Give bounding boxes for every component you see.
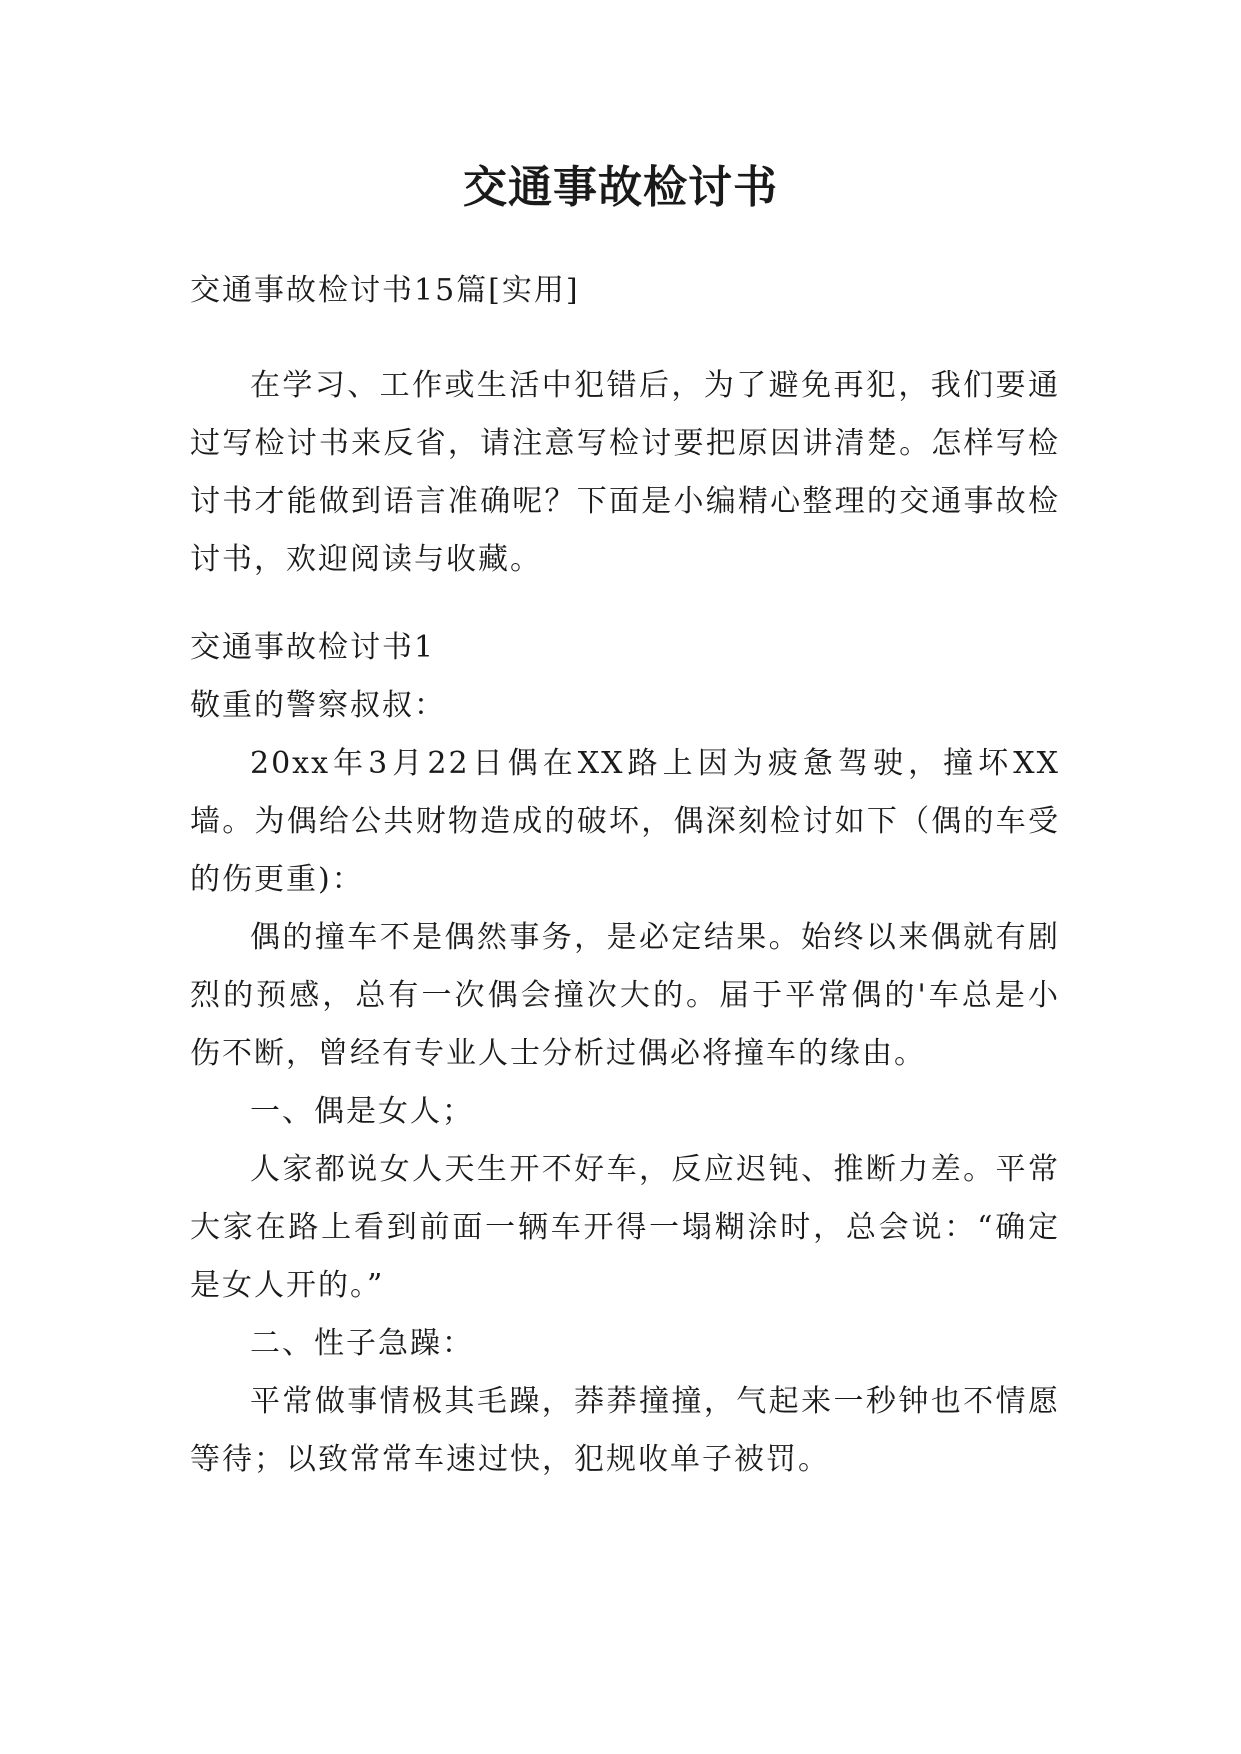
document-subtitle-block: [190, 262, 1060, 320]
intro-block: [190, 357, 1060, 589]
document-subtitle: 交通事故检讨书15篇[实用]: [190, 273, 580, 308]
document-title: 交通事故检讨书: [463, 162, 778, 213]
body-paragraph: 人家都说女人天生开不好车，反应迟钝、推断力差。平常大家在路上看到前面一辆车开得一塌糊涂时，总会说：“确定是女人开的。”: [190, 1152, 1060, 1303]
salutation: 敬重的警察叔叔：: [190, 688, 446, 723]
intro-paragraph: 在学习、工作或生活中犯错后，为了避免再犯，我们要通过写检讨书来反省，请注意写检讨要把原因讲清楚。怎样写检讨书才能做到语言准确呢？下面是小编精心整理的交通事故检讨书，欢迎阅读与收藏。: [190, 368, 1060, 577]
body-paragraph: 平常做事情极其毛躁，莽莽撞撞，气起来一秒钟也不情愿等待；以致常常车速过快，犯规收单子被罚。: [190, 1384, 1060, 1477]
list-heading: 一、偶是女人；: [250, 1094, 474, 1129]
body-paragraph: 20xx年3月22日偶在XX路上因为疲惫驾驶，撞坏XX墙。为偶给公共财物造成的破坏，偶深刻检讨如下（偶的车受的伤更重)：: [190, 746, 1060, 897]
list-heading: 二、性子急躁：: [250, 1326, 474, 1361]
body-paragraph: 偶的撞车不是偶然事务，是必定结果。始终以来偶就有剧烈的预感，总有一次偶会撞次大的。届于平常偶的'车总是小伤不断，曾经有专业人士分析过偶必将撞车的缘由。: [190, 920, 1060, 1071]
section-heading: 交通事故检讨书1: [190, 630, 436, 665]
section-1: [190, 619, 1060, 1489]
